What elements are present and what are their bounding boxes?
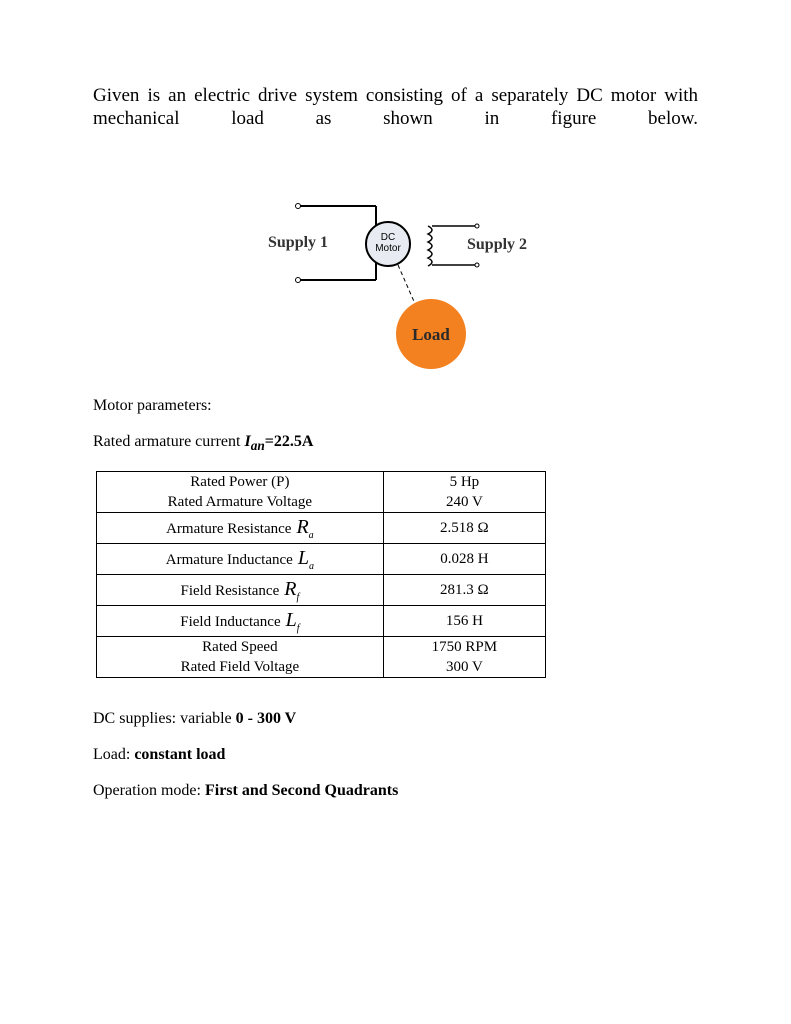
supply1-label: Supply 1 xyxy=(268,234,329,251)
param-value-cell xyxy=(383,637,545,678)
rated-current-label: Rated armature current xyxy=(93,433,245,450)
param-name-cell xyxy=(97,513,384,544)
param-symbol: $L_a$ xyxy=(297,546,314,572)
table-row xyxy=(97,575,546,606)
supply1-terminal-bottom xyxy=(296,278,301,283)
motor-parameters-table xyxy=(96,471,546,678)
param-value: 5 Hp xyxy=(449,474,480,490)
table-row xyxy=(97,544,546,575)
load-line xyxy=(93,746,225,764)
table-row xyxy=(97,513,546,544)
table-row xyxy=(97,472,546,513)
param-name: Armature Inductance xyxy=(165,551,293,568)
motor-parameters-heading: Motor parameters: xyxy=(93,397,212,414)
load-line-value: constant load xyxy=(134,746,226,763)
param-name: Rated Field Voltage xyxy=(180,659,300,675)
param-name-cell xyxy=(97,575,384,606)
load-label: Load xyxy=(412,325,450,344)
drive-system-figure xyxy=(240,190,560,380)
param-value: 156 H xyxy=(383,606,545,637)
motor-shaft-line xyxy=(398,265,416,306)
supply1-terminal-top xyxy=(296,204,301,209)
param-value: 281.3 Ω xyxy=(383,575,545,606)
rated-current-value: =22.5A xyxy=(264,433,314,450)
dc-motor-label-line1: DC xyxy=(380,232,396,243)
param-name-cell xyxy=(97,606,384,637)
param-value: 300 V xyxy=(445,659,483,675)
load-line-label: Load: xyxy=(93,746,135,763)
supply2-terminal-top xyxy=(475,224,479,228)
supply2-terminal-bottom xyxy=(475,263,479,267)
param-name-cell xyxy=(97,472,384,513)
param-name-cell xyxy=(97,544,384,575)
operation-mode-label: Operation mode: xyxy=(93,782,205,799)
param-name: Rated Armature Voltage xyxy=(167,494,313,510)
param-value: 240 V xyxy=(445,494,483,510)
dc-supplies-label: DC supplies: variable xyxy=(93,710,236,727)
dc-motor-label-line2: Motor xyxy=(375,243,401,254)
param-value-cell xyxy=(383,472,545,513)
param-name-cell xyxy=(97,637,384,678)
supply2-label: Supply 2 xyxy=(467,236,528,253)
rated-current-symbol: I xyxy=(244,433,251,450)
param-value: 1750 RPM xyxy=(431,639,498,655)
dc-supplies-value: 0 - 300 V xyxy=(235,710,297,727)
rated-current-subscript: an xyxy=(250,438,265,454)
rated-armature-current xyxy=(93,433,313,454)
param-symbol: $L_f$ xyxy=(285,608,300,634)
param-symbol: $R_a$ xyxy=(296,515,314,541)
operation-mode-value: First and Second Quadrants xyxy=(204,782,399,799)
param-symbol: $R_f$ xyxy=(284,577,300,603)
param-name: Rated Speed xyxy=(202,639,278,655)
field-coil-icon xyxy=(428,226,432,266)
param-name: Armature Resistance xyxy=(166,520,292,537)
table-row xyxy=(97,606,546,637)
operation-mode-line xyxy=(93,782,398,800)
table-row xyxy=(97,637,546,678)
param-name: Field Inductance xyxy=(180,613,281,630)
param-name: Field Resistance xyxy=(180,582,280,599)
param-value: 0.028 H xyxy=(383,544,545,575)
drive-system-diagram xyxy=(240,190,560,380)
param-value: 2.518 Ω xyxy=(383,513,545,544)
intro-paragraph: Given is an electric drive system consisting of a separately DC motor with mechanical load as shown in figure below. xyxy=(93,85,698,129)
dc-supplies-line xyxy=(93,710,296,728)
param-name: Rated Power (P) xyxy=(190,474,290,490)
